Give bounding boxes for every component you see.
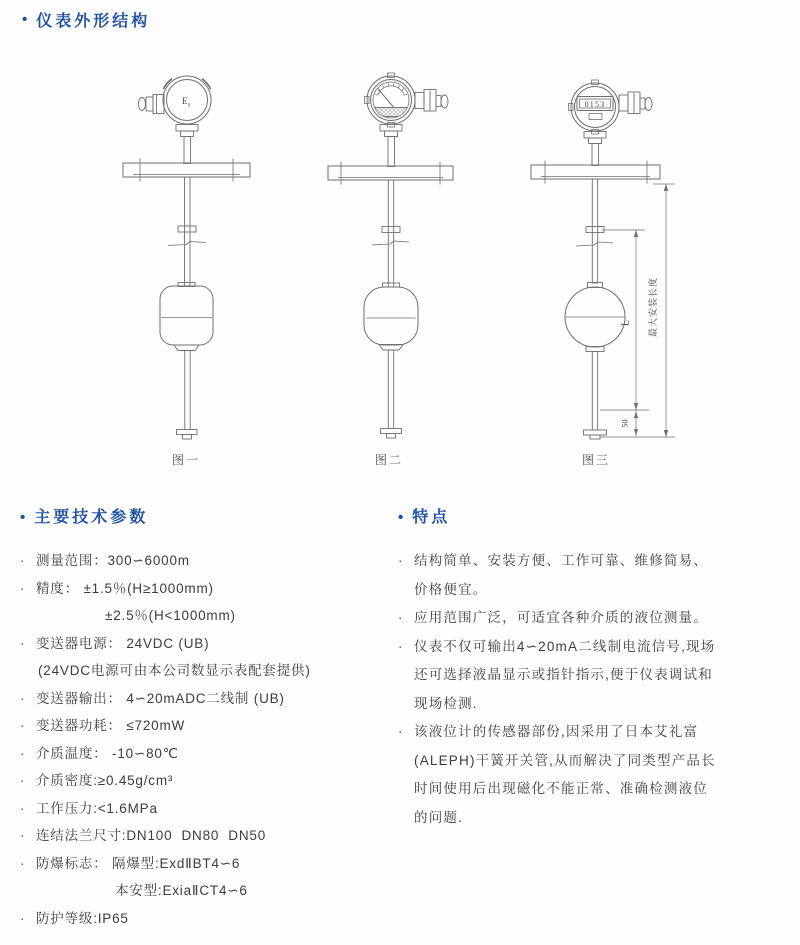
spec-explosion-proof: · 防爆标志： 隔爆型:ExdⅡBT4∽6: [20, 850, 388, 878]
fig3-digital-display: [577, 97, 613, 120]
item-bullet: ·: [20, 745, 26, 761]
item-bullet: ·: [20, 718, 26, 733]
spec-transmitter-power-note: (24VDC电源可由本公司数显示表配套提供): [38, 663, 311, 678]
section-bullet-icon: •: [398, 509, 404, 526]
spec-explosion-proof-cont: 本安型:ExiaⅡCT4∽6: [115, 883, 248, 898]
fig1-caption: 图一: [171, 453, 201, 467]
item-bullet: ·: [398, 610, 404, 625]
features-section: [398, 505, 794, 832]
spec-transmitter-power: · 变送器电源： 24VDC (UB): [20, 630, 388, 658]
feature-sensor-aleph-cont1: (ALEPH)干簧开关管,从而解决了同类型产品长: [414, 752, 716, 768]
spec-transmitter-output: · 变送器输出： 4∽20mADC二线制 (UB): [20, 685, 388, 713]
fig1-head: [163, 76, 211, 124]
spec-measuring-range: · 测量范围：300∽6000m: [20, 547, 388, 575]
fig3-dimension-L: [600, 230, 649, 410]
technical-parameters-section: [20, 505, 388, 932]
item-bullet: ·: [20, 580, 26, 596]
feature-sensor-aleph: · 该液位计的传感器部份,因采用了日本艾礼富: [398, 718, 794, 747]
fig2-gauge-dial: [373, 83, 409, 116]
fig1-guide-rod: [168, 177, 206, 286]
fig2-float: [364, 283, 418, 350]
fig3-float-sphere: [565, 283, 625, 352]
features-heading: [398, 505, 794, 531]
item-bullet: ·: [20, 910, 26, 926]
feature-output-signal: · 仪表不仅可输出4∽20mA二线制电流信号,现场: [398, 633, 794, 662]
feature-output-signal-cont1: 还可选择液晶显示或指针指示,便于仪表调试和: [414, 667, 713, 682]
fig1-ex-label: $E_x$: [182, 96, 191, 109]
item-bullet: ·: [20, 828, 26, 843]
fig3-neck: [584, 132, 606, 166]
fig3-flange: [531, 161, 660, 184]
title-bullet-icon: •: [22, 11, 28, 28]
fig3-lower-rod: [584, 352, 607, 440]
spec-transmitter-consumption: · 变送器功耗： ≤720mW: [20, 712, 388, 740]
fig2-neck: [380, 125, 402, 167]
spec-medium-temperature: · 介质温度： -10∽80℃: [20, 740, 388, 768]
page-title-text: 仪表外形结构: [36, 13, 151, 30]
item-bullet: ·: [20, 690, 26, 706]
item-bullet: ·: [398, 638, 404, 654]
fig1-cable-entry: [139, 95, 165, 114]
feature-sensor-aleph-cont3: 的问题.: [414, 809, 464, 825]
feature-simple-structure: · 结构简单、安装方便、工作可靠、维修简易、: [398, 547, 794, 576]
item-bullet: ·: [398, 553, 404, 568]
fig1-flange: [123, 159, 250, 182]
figure-3: [531, 80, 675, 467]
feature-output-signal-cont2: 现场检测.: [414, 695, 478, 711]
feature-wide-application: · 应用范围广泛，可适宜各种介质的液位测量。: [398, 604, 794, 633]
item-bullet: ·: [20, 800, 26, 816]
item-bullet: ·: [398, 724, 404, 739]
fig2-lower-rod: [381, 350, 402, 438]
fig1-neck: [176, 125, 198, 164]
fig2-caption: 图二: [374, 453, 404, 467]
fig2-guide-rod: [372, 180, 409, 287]
fig1-lower-rod: [177, 351, 198, 440]
fig3-cable-entry: [619, 92, 652, 114]
feature-sensor-aleph-cont2: 时间使用后出现磁化不能正常、准确检测液位: [414, 781, 708, 796]
item-bullet: ·: [20, 855, 26, 871]
fig2-flange: [328, 162, 453, 185]
figure-2: [328, 73, 453, 467]
fig3-dimension-max-length: [647, 184, 675, 437]
spec-accuracy: · 精度： ±1.5％(H≥1000mm): [20, 575, 388, 603]
spec-accuracy-cont: ±2.5％(H<1000mm): [105, 608, 236, 623]
fig3-display-value: 0153: [584, 99, 606, 109]
fig1-float: [160, 283, 213, 351]
fig2-head: [365, 73, 416, 127]
fig3-dim-L-label: L: [620, 319, 632, 327]
fig3-dim-max-label: 最大安装长度: [648, 276, 658, 338]
item-bullet: ·: [20, 553, 26, 568]
fig3-caption: 图三: [581, 453, 611, 467]
feature-simple-structure-cont: 价格便宜。: [414, 581, 488, 597]
item-bullet: ·: [20, 635, 26, 651]
section-bullet-icon: •: [20, 509, 26, 526]
technical-parameters-heading-text: 主要技术参数: [34, 509, 149, 526]
item-bullet: ·: [20, 773, 26, 788]
technical-parameters-heading: [20, 505, 388, 531]
fig3-dim-50-label: 50: [620, 419, 630, 428]
spec-working-pressure: · 工作压力:<1.6MPa: [20, 795, 388, 823]
fig3-guide-rod: [576, 179, 613, 283]
spec-protection-class: · 防护等级:IP65: [20, 905, 388, 933]
spec-medium-density: · 介质密度:≥0.45g/cm³: [20, 767, 388, 795]
fig3-dimension-50: [600, 410, 675, 437]
figure-1: [123, 76, 250, 467]
fig2-cable-entry: [415, 90, 448, 112]
features-heading-text: 特点: [412, 509, 451, 526]
spec-flange-size: · 连结法兰尺寸:DN100 DN80 DN50: [20, 822, 388, 850]
